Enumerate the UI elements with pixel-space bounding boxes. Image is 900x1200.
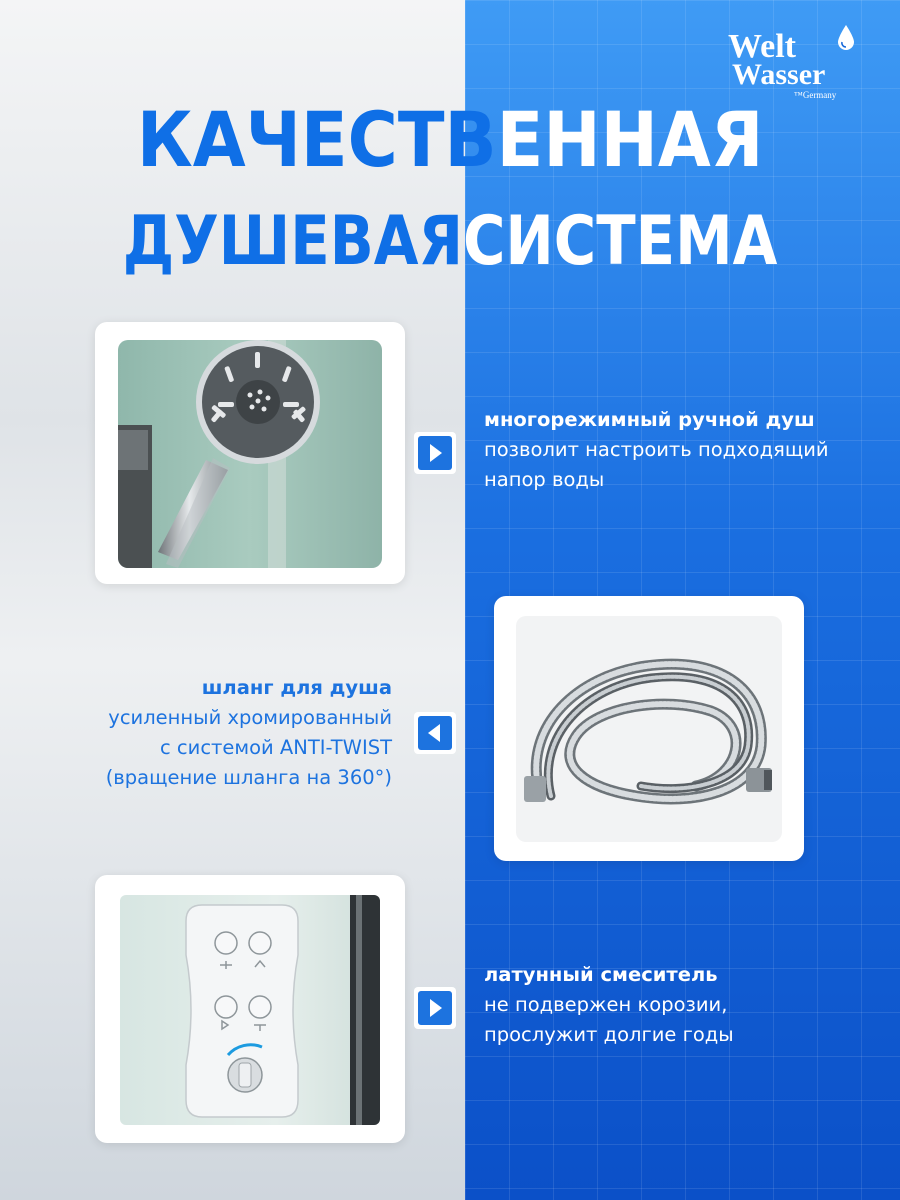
feature-arrow-left-2 [414,712,456,754]
feature-desc-line-2: с системой ANTI-TWIST [160,736,392,759]
hose-card [494,596,804,861]
feature-arrow-right-1 [414,432,456,474]
feature-text-hose [40,673,392,793]
arrow-right-icon [418,991,452,1025]
page-title-line-2: ДУШЕВАЯСИСТЕМА [122,202,778,281]
mixer-photo [120,895,380,1125]
feature-desc-line-3: (вращение шланга на 360°) [105,766,392,789]
feature-desc-line-2: напор воды [484,468,605,491]
brand-line-3: ™Germany [794,90,837,100]
hand-shower-photo [118,340,382,568]
feature-arrow-right-3 [414,987,456,1029]
brand-line-1: Welt [728,28,796,65]
feature-heading-hose: шланг для душа [201,676,392,699]
feature-desc-line-1: усиленный хромированный [108,706,392,729]
mixer-card [95,875,405,1143]
feature-text-hand-shower [484,405,829,495]
feature-desc-line-1: позволит настроить подходящий [484,438,829,461]
arrow-left-icon [418,716,452,750]
feature-heading-mixer: латунный смеситель [484,963,718,986]
hose-photo [516,616,782,842]
arrow-right-icon [418,436,452,470]
feature-heading-hand-shower: многорежимный ручной душ [484,408,815,431]
brand-logo [722,22,872,102]
page-title-line-1: КАЧЕСТВЕННАЯ [136,95,764,184]
water-drop-icon [836,24,856,52]
hand-shower-card [95,322,405,584]
brand-line-2: Wasser [732,58,826,91]
feature-desc-line-1: не подвержен корозии, [484,993,728,1016]
feature-desc-line-2: прослужит долгие годы [484,1023,734,1046]
feature-text-mixer [484,960,734,1050]
